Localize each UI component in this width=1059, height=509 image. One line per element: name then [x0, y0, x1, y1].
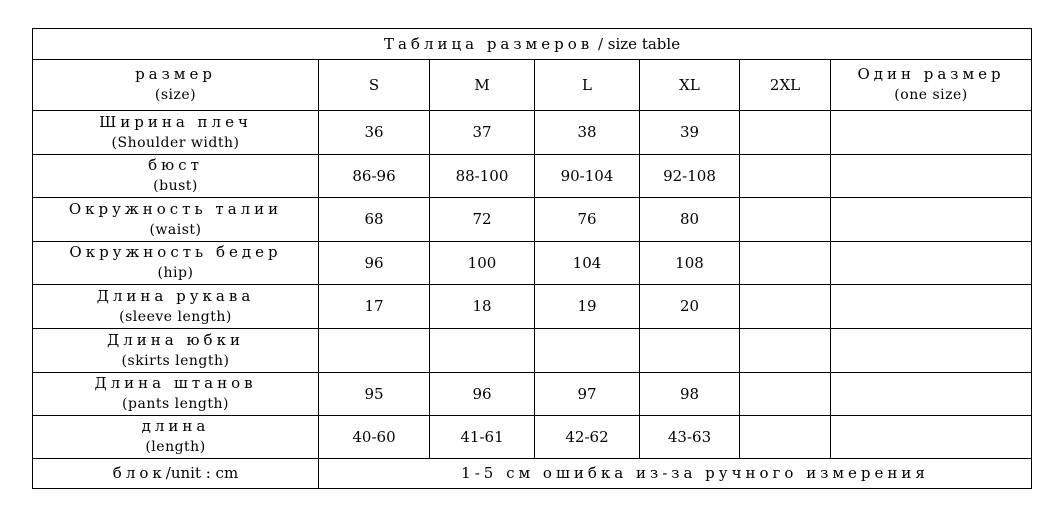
- table-cell: 18: [430, 285, 535, 329]
- row-label-ru: Окружность талии: [68, 199, 283, 218]
- header-size-xl: XL: [640, 60, 740, 111]
- table-cell: [831, 373, 1032, 416]
- table-cell: [740, 242, 831, 285]
- table-cell: 43-63: [640, 416, 740, 459]
- table-cell: 104: [535, 242, 640, 285]
- table-cell: 96: [319, 242, 430, 285]
- table-row: [33, 111, 1032, 155]
- table-cell: 80: [640, 198, 740, 242]
- row-label-en: (skirts length): [121, 352, 230, 369]
- table-cell: [319, 329, 430, 373]
- table-cell: [740, 155, 831, 198]
- table-cell: [740, 285, 831, 329]
- table-cell: [831, 416, 1032, 459]
- table-title-separator: /: [593, 34, 608, 53]
- header-size-m: M: [430, 60, 535, 111]
- table-title-en: size table: [607, 34, 681, 53]
- header-one-size-en: (one size): [894, 87, 968, 103]
- table-row: [33, 285, 1032, 329]
- header-size-l: L: [535, 60, 640, 111]
- table-cell: 96: [430, 373, 535, 416]
- row-label-ru: Длина рукава: [96, 286, 255, 305]
- row-label-ru: бюст: [148, 156, 203, 174]
- table-cell: 108: [640, 242, 740, 285]
- row-label-en: (pants length): [122, 396, 229, 412]
- table-row: [33, 416, 1032, 459]
- table-cell: 68: [319, 198, 430, 242]
- table-cell: 88-100: [430, 155, 535, 198]
- row-label: [33, 111, 319, 155]
- row-label: [33, 242, 319, 285]
- row-label: [33, 285, 319, 329]
- table-cell: [740, 329, 831, 373]
- table-cell: [831, 198, 1032, 242]
- table-cell: 76: [535, 198, 640, 242]
- header-row: [33, 60, 1032, 111]
- table-cell: 20: [640, 285, 740, 329]
- table-cell: 17: [319, 285, 430, 329]
- row-label-en: (hip): [157, 265, 194, 281]
- title-row: [33, 29, 1032, 60]
- table-cell: 86-96: [319, 155, 430, 198]
- table-cell: 36: [319, 111, 430, 155]
- footer-unit: [33, 459, 319, 489]
- table-cell: [831, 242, 1032, 285]
- table-row: [33, 329, 1032, 373]
- table-cell: 92-108: [640, 155, 740, 198]
- table-cell: 19: [535, 285, 640, 329]
- table-cell: 37: [430, 111, 535, 155]
- row-label-en: (sleeve length): [119, 308, 232, 325]
- row-label-en: (bust): [153, 178, 198, 194]
- table-title-ru: Таблица размеров: [383, 34, 594, 53]
- table-row: [33, 242, 1032, 285]
- table-cell: [740, 373, 831, 416]
- table-cell: [740, 198, 831, 242]
- row-label-ru: Ширина плеч: [99, 112, 252, 131]
- table-cell: 90-104: [535, 155, 640, 198]
- table-cell: [740, 111, 831, 155]
- table-cell: [430, 329, 535, 373]
- table-cell: [831, 155, 1032, 198]
- table-cell: 42-62: [535, 416, 640, 459]
- table-cell: 38: [535, 111, 640, 155]
- header-size-label-en: (size): [154, 87, 197, 103]
- table-cell: [831, 285, 1032, 329]
- table-cell: 40-60: [319, 416, 430, 459]
- row-label: [33, 373, 319, 416]
- row-label-en: (Shoulder width): [111, 134, 240, 151]
- header-size-2xl: 2XL: [740, 60, 831, 111]
- table-cell: [640, 329, 740, 373]
- table-cell: [831, 329, 1032, 373]
- table-cell: [535, 329, 640, 373]
- footer-row: [33, 459, 1032, 489]
- row-label: [33, 329, 319, 373]
- table-cell: 72: [430, 198, 535, 242]
- table-cell: 100: [430, 242, 535, 285]
- row-label: [33, 416, 319, 459]
- header-one-size-ru: Один размер: [857, 65, 1005, 83]
- row-label-en: (waist): [149, 221, 202, 238]
- row-label-en: (length): [145, 439, 206, 455]
- footer-unit-en: /unit : cm: [165, 464, 239, 482]
- table-cell: 95: [319, 373, 430, 416]
- table-cell: 97: [535, 373, 640, 416]
- table-title: [33, 29, 1032, 60]
- row-label: [33, 198, 319, 242]
- row-label-ru: Длина штанов: [94, 374, 257, 392]
- size-table: [32, 28, 1032, 489]
- row-label-ru: Длина юбки: [107, 330, 244, 349]
- header-size-label-ru: размер: [135, 65, 216, 83]
- table-row: [33, 373, 1032, 416]
- table-row: [33, 198, 1032, 242]
- footer-note: 1-5 см ошибка из-за ручного измерения: [319, 459, 1032, 489]
- table-cell: [740, 416, 831, 459]
- header-size-label: [33, 60, 319, 111]
- table-cell: [831, 111, 1032, 155]
- table-cell: 41-61: [430, 416, 535, 459]
- footer-unit-ru: блок: [112, 464, 166, 482]
- header-one-size: [831, 60, 1032, 111]
- row-label-ru: длина: [141, 417, 210, 435]
- row-label-ru: Окружность бедер: [69, 243, 282, 261]
- table-cell: 98: [640, 373, 740, 416]
- table-row: [33, 155, 1032, 198]
- table-cell: 39: [640, 111, 740, 155]
- header-size-s: S: [319, 60, 430, 111]
- row-label: [33, 155, 319, 198]
